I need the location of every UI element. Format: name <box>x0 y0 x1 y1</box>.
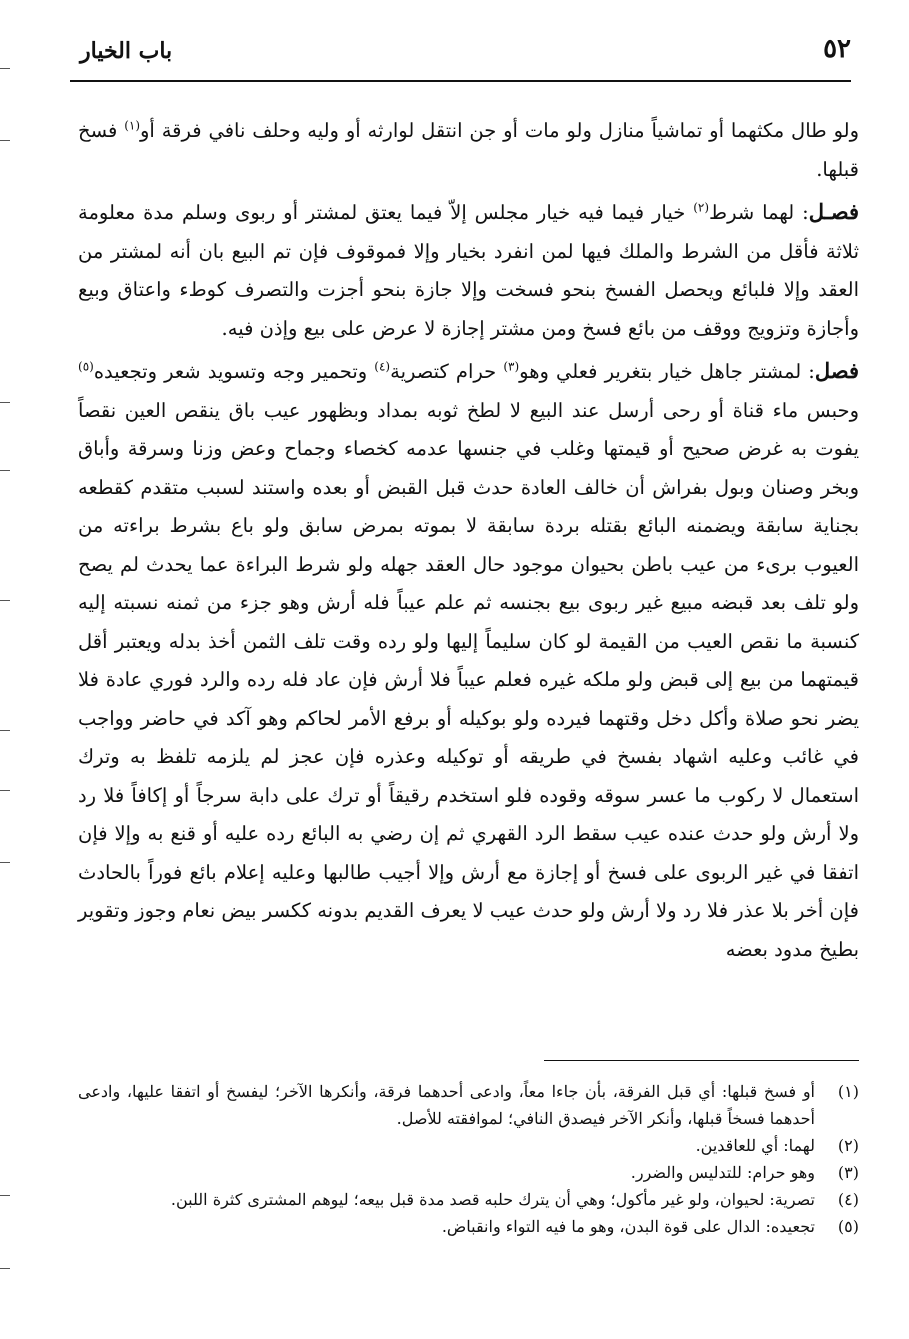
footnote-1 <box>78 1078 859 1132</box>
footnote-text: تجعيده: الدال على قوة البدن، وهو ما فيه التواء وانقباض. <box>441 1217 815 1236</box>
scan-margin-mark <box>0 140 10 141</box>
footnote-4 <box>78 1186 859 1213</box>
paragraph-3-text-b: حرام كتصرية <box>390 360 504 383</box>
footnote-number: (١) <box>837 1082 859 1101</box>
footnote-number: (٣) <box>837 1163 859 1182</box>
scan-margin-mark <box>0 470 10 471</box>
footnote-text: وهو حرام: للتدليس والضرر. <box>630 1163 815 1182</box>
paragraph-2-text-a: : لهما شرط <box>709 201 809 224</box>
paragraph-3-text-c: وتحمير وجه وتسويد شعر وتجعيده <box>93 360 375 383</box>
scan-margin-mark <box>0 790 10 791</box>
chapter-title: باب الخيار <box>80 38 173 64</box>
scan-margin-mark <box>0 402 10 403</box>
page-header <box>70 30 851 78</box>
footnote-text: لهما: أي للعاقدين. <box>695 1136 815 1155</box>
footnote-ref-4[interactable]: (٤) <box>374 359 391 374</box>
paragraph-2 <box>78 193 859 348</box>
footnote-ref-5[interactable]: (٥) <box>78 359 94 374</box>
footnote-text: تصرية: لحيوان، ولو غير مأكول؛ وهي أن يترك حلبه قصد مدة قبل بيعه؛ ليوهم المشترى كثرة اللبن. <box>170 1190 815 1209</box>
paragraph-1-text-b: فسخ قبلها. <box>78 119 859 181</box>
footnote-3 <box>78 1159 859 1186</box>
footnote-ref-1[interactable]: (١) <box>124 118 141 133</box>
paragraph-3 <box>78 352 859 969</box>
scan-margin-mark <box>0 1268 10 1269</box>
scan-margin-mark <box>0 68 10 69</box>
footnotes <box>78 1078 859 1240</box>
footnote-number: (٢) <box>837 1136 859 1155</box>
footnote-number: (٥) <box>837 1217 859 1236</box>
main-text <box>78 112 859 969</box>
footnote-divider <box>544 1060 859 1061</box>
footnote-5 <box>78 1213 859 1240</box>
paragraph-3-text-d: وحبس ماء قناة أو رحى أرسل عند البيع لا لطخ ثوبه بمداد وبظهور عيب باق ينقص العين نقصاً يفوت به غرض صحيح أو قيمتها وغلب في جنسها عدمه كخصاء وجماح وعض وزنا وسرقة وأباق وبخر وصنان وبول بفراش أن خالف العادة حدث قبل القبض أو بعده واستند لسبب متقدم كقطعه بجناية سابقة ويضمنه البائع بقتله بردة سابقة لا بموته بمرض سابق ولو باع بشرط براءته من العيوب برىء من عيب باطن بحيوان موجود حال العقد جهله ولو شرط البراءة عما يحدث لم يصح ولو تلف بعد قبضه مبيع غير ربوى بيع بجنسه ثم علم عيباً فله أرش وهو جزء من ثمنه نسبته إليه كنسبة ما نقص العيب من القيمة لو كان سليماً إليها ولو رده وقت تلف الثمن أخذ بدله ويعتبر أقل قيمتهما من بيع إلى قبض ولو ملكه غيره فعلم عيباً فلا أرش فإن عاد فله رده والرد فوري عادة فلا يضر نحو صلاة وأكل دخل وقتهما فيرده ولو بوكيله أو برفع الأمر لحاكم وهو آكد في حاضر وواجب في غائب وعليه اشهاد بفسخ في طريقه أو توكيله وعذره فإن عجز لم يلزمه تلفظ به وترك استعمال لا ركوب ما عسر سوقه وقوده فلو استخدم رقيقاً أو ترك على دابة سرجاً أو إكافاً فلا رد ولا أرش ولو حدث عنده عيب سقط الرد القهري ثم إن رضي به البائع رده عليه أو قنع به وإلا فإن اتفقا في غير الربوى على فسخ أو إجازة مع أرش وإلا أجيب طالبها وعليه إعلام بائع فوراً بالحادث فإن أخر بلا عذر فلا رد ولا أرش ولو حدث عيب لا يعرف القديم بدونه ككسر بيض نعام وجوز وتقوير بطيخ مدود بعضه <box>78 398 859 961</box>
footnote-2 <box>78 1132 859 1159</box>
header-divider <box>70 80 851 82</box>
section-label-fasl-1: فصـل <box>808 199 859 224</box>
scan-margin-mark <box>0 730 10 731</box>
footnote-text: أو فسخ قبلها: أي قبل الفرقة، بأن جاءا معاً، وادعى أحدهما فرقة، وأنكرها الآخر؛ ليفسخ أو اتفقا عليها، وادعى أحدهما فسخاً قبلها، وأنكر الآخر فيصدق النافي؛ لموافقته للأصل. <box>78 1082 815 1128</box>
footnote-ref-3[interactable]: (٣) <box>503 359 520 374</box>
paragraph-1 <box>78 112 859 189</box>
paragraph-2-text-b: خيار فيما فيه خيار مجلس إلاّ فيما يعتق لمشتر أو ربوى وسلم مدة معلومة ثلاثة فأقل من الشرط والملك فيها لمن انفرد بخيار وإلا فموقوف فإن تم البيع بان أنه لمشتر من العقد وإلا فلبائع ويحصل الفسخ بنحو فسخت وإلا جازة بنحو أجزت والتصرف كوطء واعتاق وبيع وأجازة وتزويج ووقف من بائع فسخ ومن مشتر إجازة لا عرض على بيع وإذن فيه. <box>78 201 859 340</box>
section-label-fasl-2: فصل <box>814 358 859 383</box>
scan-margin-mark <box>0 600 10 601</box>
scan-margin-mark <box>0 1195 10 1196</box>
footnote-ref-2[interactable]: (٢) <box>693 200 710 215</box>
scan-margin-mark <box>0 862 10 863</box>
paragraph-3-text-a: : لمشتر جاهل خيار بتغرير فعلي وهو <box>519 360 815 383</box>
paragraph-1-text-a: ولو طال مكثهما أو تماشياً منازل ولو مات أو جن انتقل لوارثه أو وليه وحلف نافي فرقة أو <box>140 119 859 142</box>
page-number: ٥٢ <box>823 34 851 64</box>
footnote-number: (٤) <box>837 1190 859 1209</box>
